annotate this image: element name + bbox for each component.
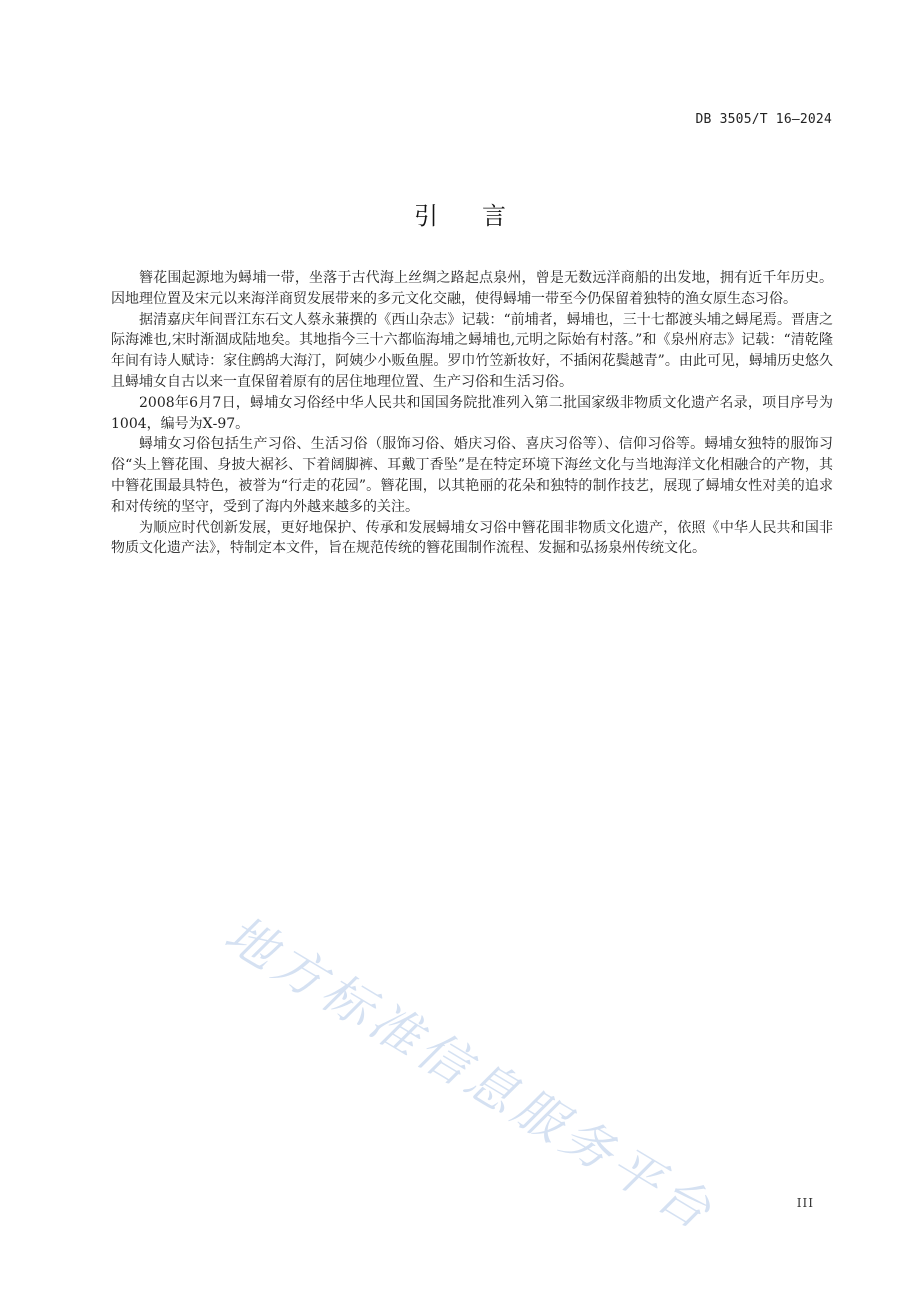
paragraph: 为顺应时代创新发展，更好地保护、传承和发展蟳埔女习俗中簪花围非物质文化遗产，依照《中华人民共和国非物质文化遗产法》，特制定本文件，旨在规范传统的簪花围制作流程、发掘和弘扬泉州传统文化。 bbox=[111, 519, 833, 557]
page-title: 引言 bbox=[414, 202, 550, 230]
paragraph: 蟳埔女习俗包括生产习俗、生活习俗（服饰习俗、婚庆习俗、喜庆习俗等）、信仰习俗等。蟳埔女独特的服饰习俗“头上簪花围、身披大裾衫、下着阔脚裤、耳戴丁香坠”是在特定环境下海丝文化与当地海洋文化相融合的产物，其中簪花围最具特色，被誉为“行走的花园”。簪花围，以其艳丽的花朵和独特的制作技艺，展现了蟳埔女性对美的追求和对传统的坚守，受到了海内外越来越多的关注。 bbox=[111, 436, 833, 515]
paragraph: 2008年6月7日，蟳埔女习俗经中华人民共和国国务院批准列入第二批国家级非物质文化遗产名录，项目序号为1004，编号为Ⅹ-97。 bbox=[111, 394, 833, 432]
page-number: III bbox=[796, 1196, 814, 1210]
watermark: 地方标准信息服务平台 bbox=[215, 904, 725, 1243]
standard-code: DB 3505/T 16—2024 bbox=[695, 112, 832, 127]
paragraph: 据清嘉庆年间晋江东石文人蔡永蒹撰的《西山杂志》记载：“前埔者，蟳埔也，三十七都渡头埔之蟳尾焉。晋唐之际海滩也,宋时渐涸成陆地矣。其地指今三十六都临海埔之蟳埔也,元明之际始有村落。”和《泉州府志》记载：“清乾隆年间有诗人赋诗：家住鹧鸪大海汀，阿姨少小贩鱼腥。罗巾竹笠新妆好，不插闲花鬓越青”。由此可见，蟳埔历史悠久且蟳埔女自古以来一直保留着原有的居住地理位置、生产习俗和生活习俗。 bbox=[111, 311, 833, 390]
body-text bbox=[111, 268, 833, 559]
paragraph: 簪花围起源地为蟳埔一带，坐落于古代海上丝绸之路起点泉州，曾是无数远洋商船的出发地，拥有近千年历史。因地理位置及宋元以来海洋商贸发展带来的多元文化交融，使得蟳埔一带至今仍保留着独特的渔女原生态习俗。 bbox=[111, 270, 833, 307]
